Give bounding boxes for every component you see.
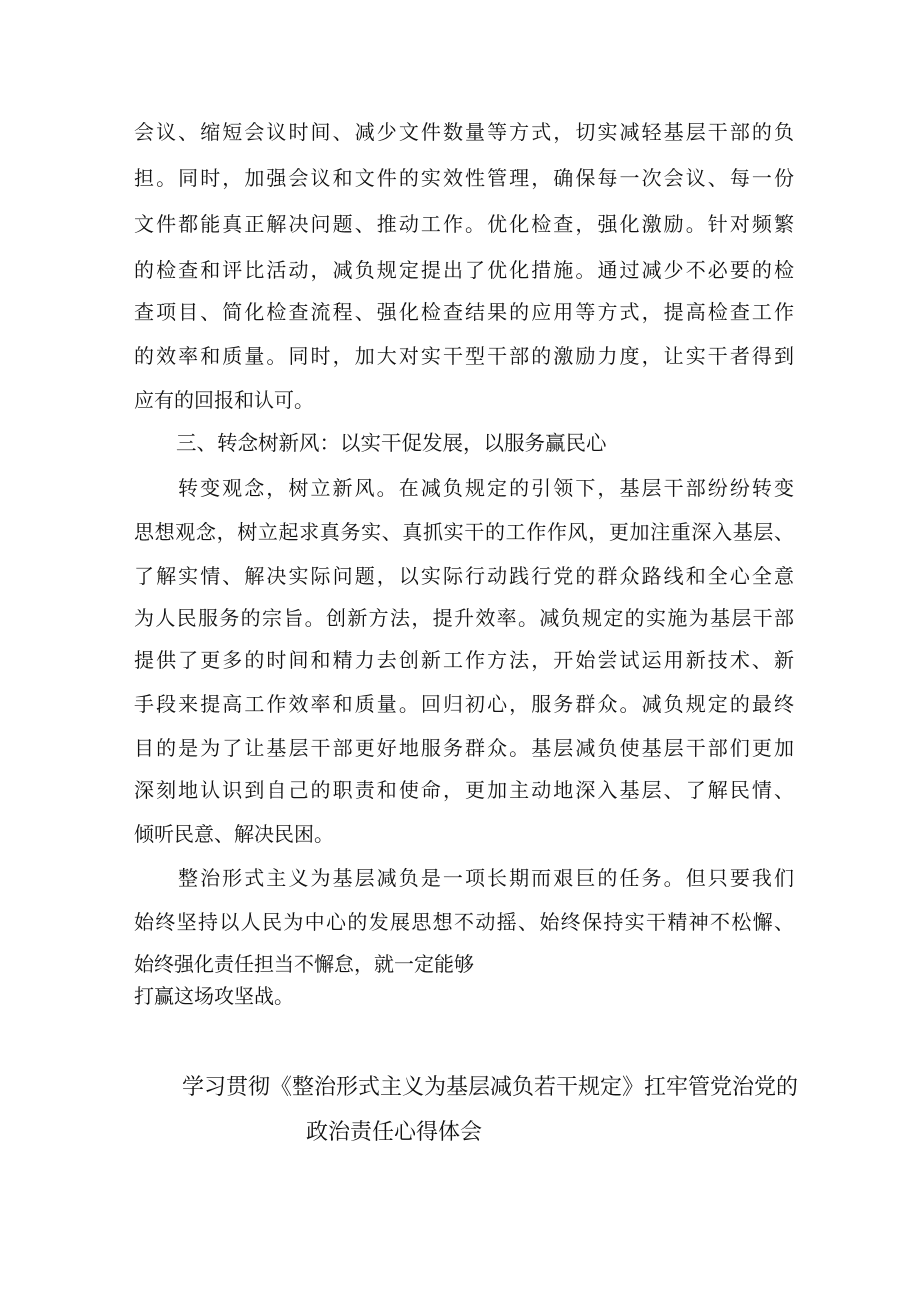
paragraph-line: 文件都能真正解决问题、推动工作。优化检查，强化激励。针对频繁 (134, 212, 794, 236)
paragraph-line: 的检查和评比活动，减负规定提出了优化措施。通过减少不必要的检 (134, 258, 794, 282)
article-title-line: 政治责任心得体会 (306, 1120, 483, 1145)
paragraph-line: 转变观念，树立新风。在减负规定的引领下，基层干部纷纷转变 (178, 476, 794, 500)
paragraph-line: 为人民服务的宗旨。创新方法，提升效率。减负规定的实施为基层干部 (134, 606, 794, 630)
paragraph-line: 始终坚持以人民为中心的发展思想不动摇、始终保持实干精神不松懈、 (134, 910, 794, 934)
paragraph-line: 思想观念，树立起求真务实、真抓实干的工作作风，更加注重深入基层、 (134, 520, 794, 544)
article-title-line: 学习贯彻《整治形式主义为基层减负若干规定》扛牢管党治党的 (182, 1075, 799, 1100)
section-heading: 三、转念树新风：以实干促发展，以服务赢民心 (176, 431, 607, 455)
paragraph-line: 打赢这场攻坚战。 (134, 984, 294, 1008)
paragraph-line: 会议、缩短会议时间、减少文件数量等方式，切实减轻基层干部的负 (134, 120, 794, 144)
paragraph-line: 了解实情、解决实际问题，以实际行动践行党的群众路线和全心全意 (134, 564, 794, 588)
paragraph-line: 倾听民意、解决民困。 (134, 822, 334, 846)
paragraph-line: 查项目、简化检查流程、强化检查结果的应用等方式，提高检查工作 (134, 300, 794, 324)
paragraph-line: 担。同时，加强会议和文件的实效性管理，确保每一次会议、每一份 (134, 166, 794, 190)
paragraph-line: 目的是为了让基层干部更好地服务群众。基层减负使基层干部们更加 (134, 736, 794, 760)
paragraph-line: 的效率和质量。同时，加大对实干型干部的激励力度，让实干者得到 (134, 344, 794, 368)
paragraph-line: 手段来提高工作效率和质量。回归初心，服务群众。减负规定的最终 (134, 692, 794, 716)
paragraph-line: 始终强化责任担当不懈怠，就一定能够 (134, 952, 474, 976)
paragraph-line: 应有的回报和认可。 (134, 388, 314, 412)
paragraph-line: 提供了更多的时间和精力去创新工作方法，开始尝试运用新技术、新 (134, 648, 794, 672)
paragraph-line: 深刻地认识到自己的职责和使命，更加主动地深入基层、了解民情、 (134, 778, 794, 802)
paragraph-line: 整治形式主义为基层减负是一项长期而艰巨的任务。但只要我们 (178, 866, 794, 890)
